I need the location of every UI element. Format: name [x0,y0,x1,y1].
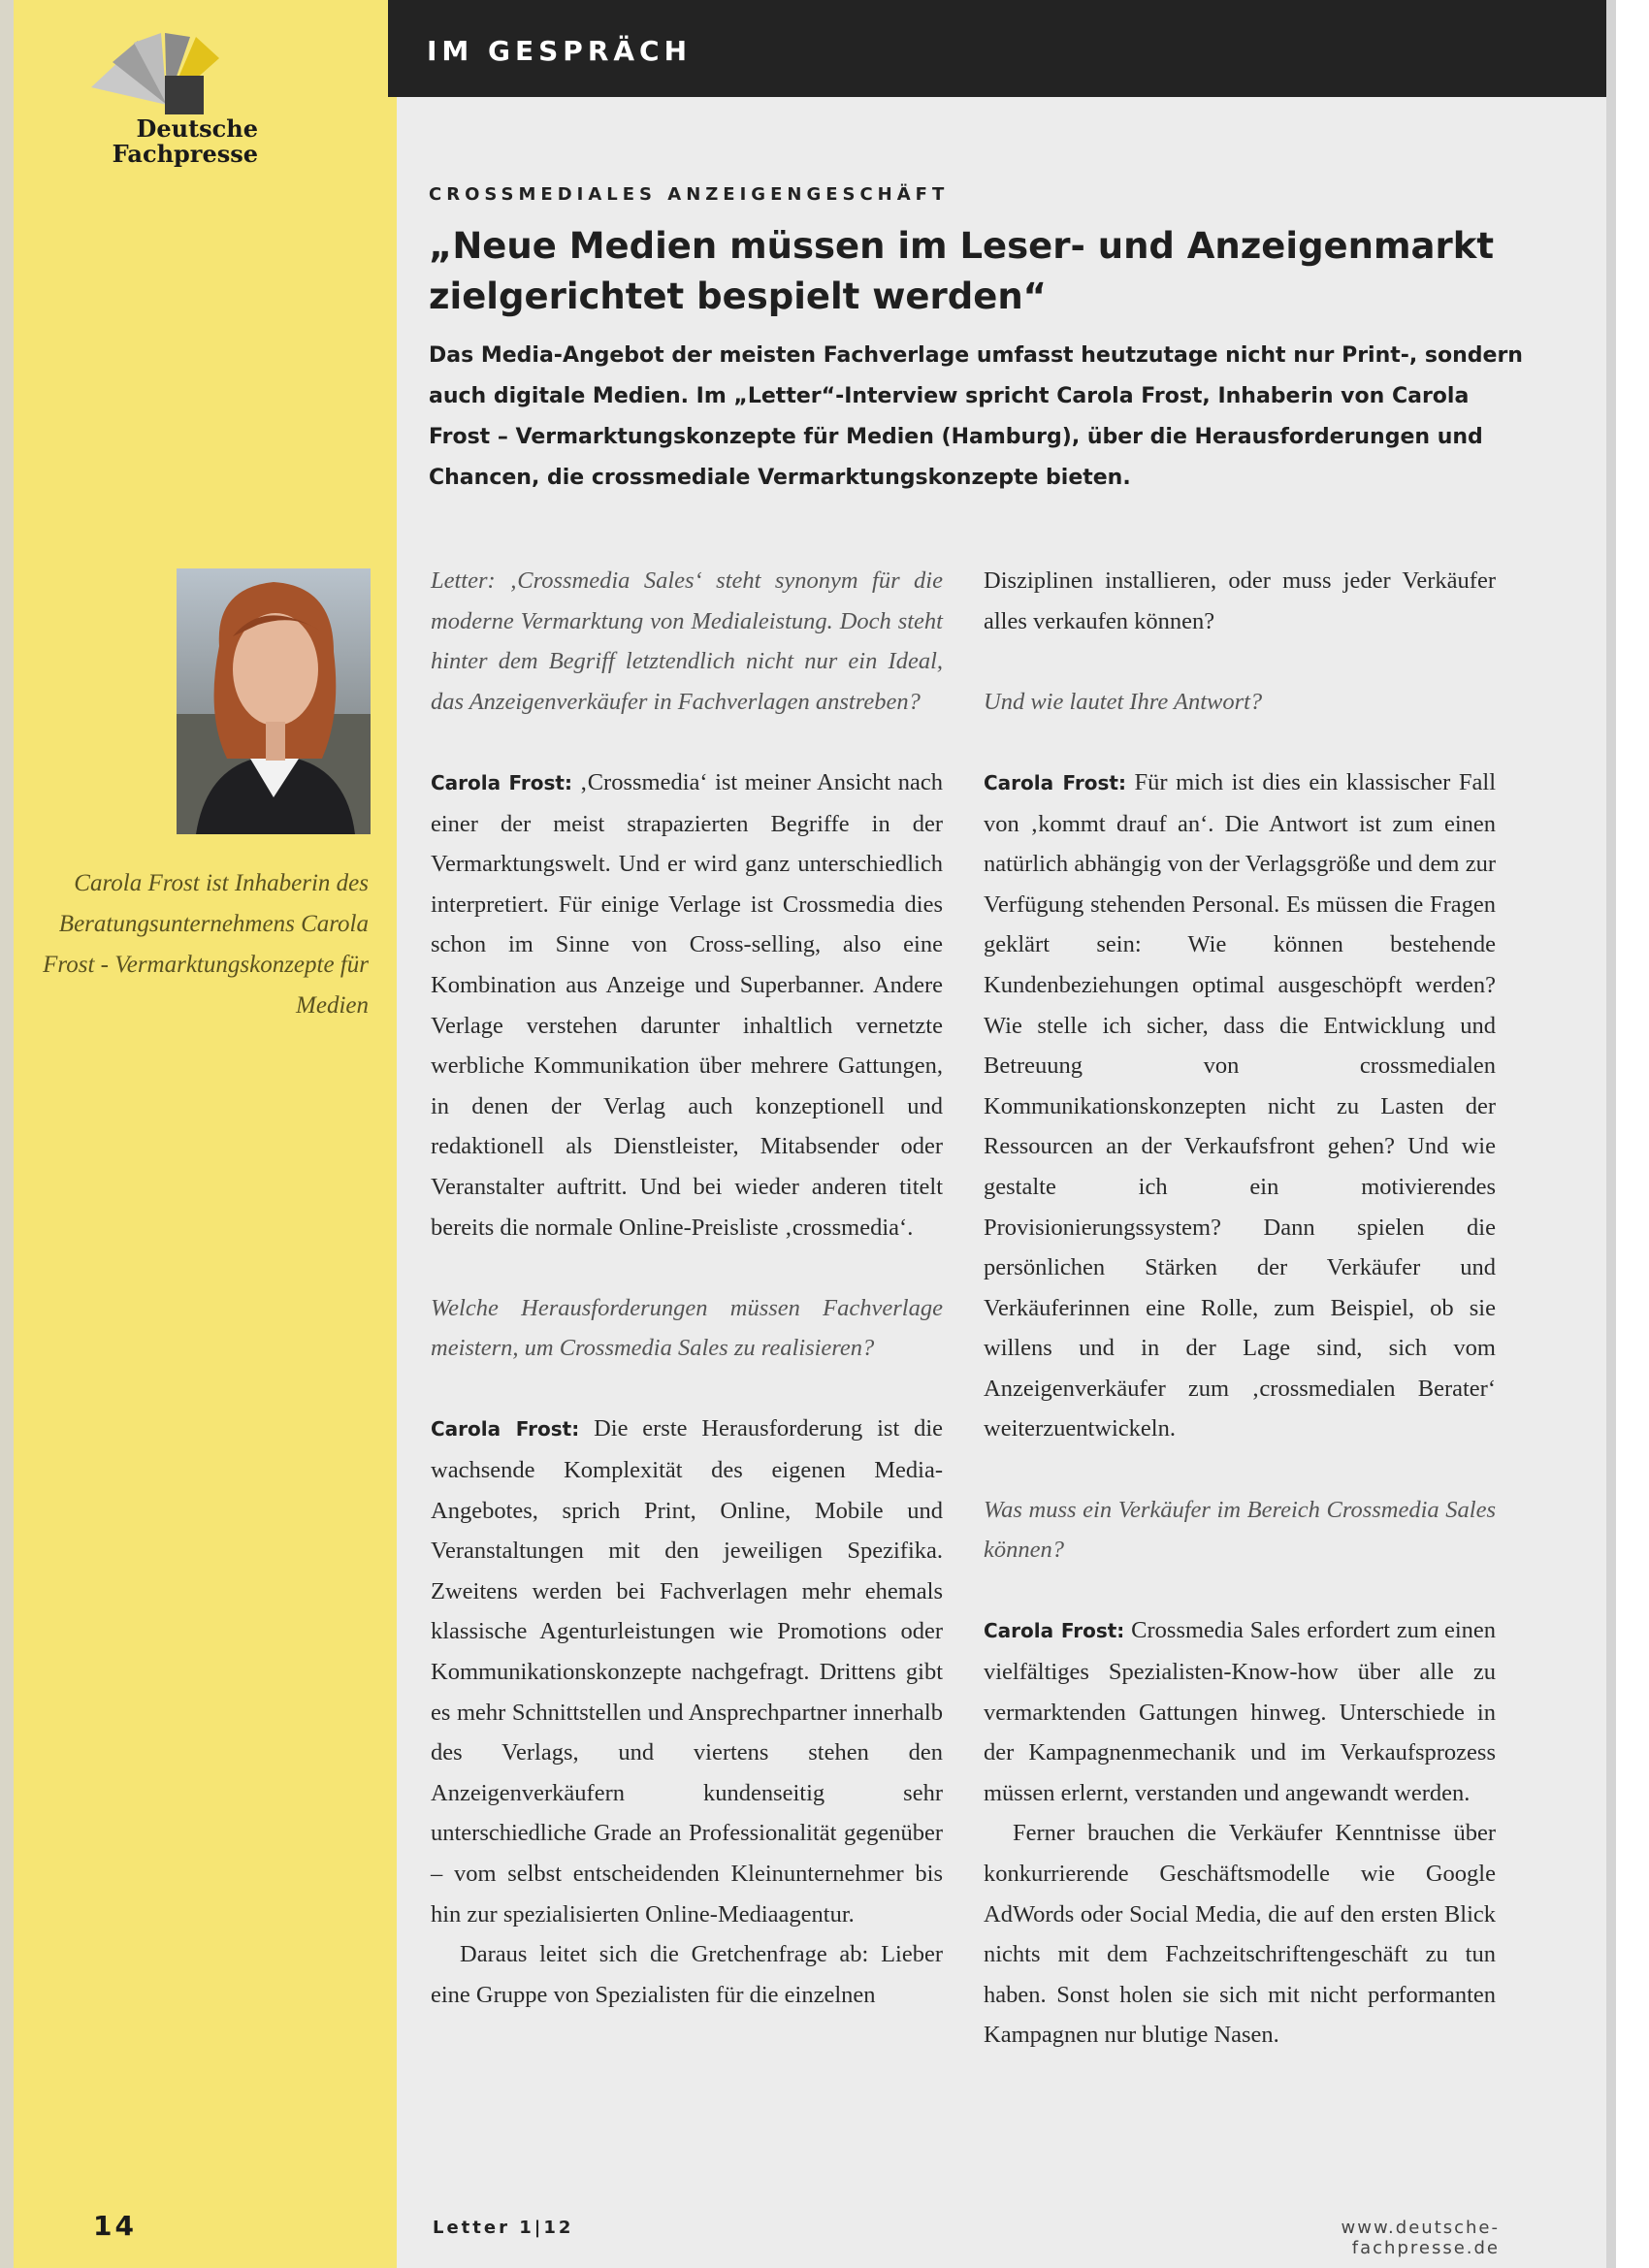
article-lead: Das Media-Angebot der meisten Fachverlage umfasst heutzutage nicht nur Print-, sondern auch digitale Medien. Im „Letter“-Interview spricht Carola Frost, Inhaberin von Carola Frost – Vermarktungskonzepte für Medien (Hamburg), über die Herausforderungen und Chancen, die crossmediale Vermarktungskonzepte bieten. [429,343,1523,490]
issue-label: Letter 1|12 [433,2218,574,2238]
section-bar [388,0,1606,97]
speaker-label: Carola Frost: [431,770,572,794]
answer-paragraph: Disziplinen installieren, oder muss jeder Verkäufer alles verkaufen können? [984,567,1496,634]
logo-wordmark [83,116,258,167]
logo-mark-icon [83,29,268,116]
answer-text: Für mich ist dies ein klassischer Fall von ‚kommt drauf an‘. Die Antwort ist zum einen natürlich abhängig von der Verlagsgröße und dem zur Verfügung stehenden Personal. Es müssen die Fragen geklärt sein: Wie können bestehende Kundenbeziehungen optimal ausgeschöpft werden? Wie stelle ich sicher, dass die Entwicklung und Betreuung von crossmedialen Kommunikationskonzepten nicht zu Lasten der Ressourcen an der Verkaufsfront gehen? Und wie gestalte ich ein motivierendes Provisionierungssystem? Dann spielen die persönlichen Stärken der Verkäufer und Verkäuferinnen eine Rolle, zum Beispiel, ob sie willens und in der Lage sind, sich vom Anzeigenverkäufer zum ‚crossmedialen Berater‘ weiterzuentwickeln. [984,768,1497,1442]
article-kicker: CROSSMEDIALES ANZEIGENGESCHÄFT [429,184,950,205]
deutsche-fachpresse-logo [83,29,268,175]
logo-line-2: Fachpresse [112,140,258,168]
interview-question: Was muss ein Verkäufer im Bereich Crossmedia Sales können? [984,1496,1496,1564]
speaker-label: Carola Frost: [984,1619,1125,1643]
portrait-caption: Carola Frost ist Inhaberin des Beratungsunternehmens Carola Frost - Vermarktungskonzepte für Medien [43,870,369,1019]
interview-answer [984,762,1496,1449]
logo-line-1: Deutsche [136,114,258,143]
speaker-label: Carola Frost: [984,770,1126,794]
page-number: 14 [93,2210,137,2242]
answer-text: Crossmedia Sales erfordert zum einen vielfältiges Spezialisten-Know-how über alle zu vermarktenden Gattungen hinweg. Unterschiede in der Kampagnenmechanik und im Verkaufsprozess müssen erlernt, verstanden und angewandt werden. [984,1617,1496,1806]
page-margin [1606,0,1649,2268]
interview-answer [431,1409,943,1934]
sidebar [14,0,397,2268]
page-edge [0,0,14,2268]
answer-text: Die erste Herausforderung ist die wachsende Komplexität des eigenen Media-Angebotes, sprich Print, Online, Mobile und Veranstaltungen mit den jeweiligen Spezifika. Zweitens werden bei Fachverlagen mehr ehemals klassische Agenturleistungen wie Promotions oder Kommunikationskonzepte nachgefragt. Drittens gibt es mehr Schnittstellen und Ansprechpartner innerhalb des Verlags, und viertens stehen den Anzeigenverkäufern kundenseitig sehr unterschiedliche Grade an Professionalität gegenüber – vom selbst entscheidenden Kleinunternehmer bis hin zur spezialisierten Online-Mediaagentur. [431,1415,944,1928]
section-label: IM GESPRÄCH [427,35,693,67]
website-url: www.deutsche-fachpresse.de [1341,2218,1500,2258]
speaker-label: Carola Frost: [431,1417,580,1442]
answer-paragraph: Ferner brauchen die Verkäufer Kenntnisse über konkurrierende Geschäftsmodelle wie Google AdWords oder Social Media, die auf den ersten Blick nichts mit dem Fachzeitschriftengeschäft zu tun haben. Sonst holen sie sich mit nicht performanten Kampagnen nur blutige Nasen. [984,1820,1496,2049]
interview-question: Welche Herausforderungen müssen Fachverlage meistern, um Crossmedia Sales zu realisieren? [431,1294,943,1362]
interview-answer [984,1610,1496,1813]
portrait-photo [177,568,371,834]
article-column-right [984,561,1496,2056]
answer-paragraph: Daraus leitet sich die Gretchenfrage ab: Lieber eine Gruppe von Spezialisten für die einzelnen [431,1941,943,2008]
answer-text: ‚Crossmedia‘ ist meiner Ansicht nach einer der meist strapazierten Begriffe in der Vermarktungswelt. Und er wird ganz unterschiedlich interpretiert. Für einige Verlage ist Crossmedia dies schon im Sinne von Cross-selling, also eine Kombination aus Anzeige und Superbanner. Andere Verlage verstehen darunter inhaltlich vernetzte werbliche Kommunikation über mehrere Gattungen, in denen der Verlag auch konzeptionell und redaktionell als Dienstleister, Mitabsender oder Veranstalter auftritt. Und bei wieder anderen titelt bereits die normale Online-Preisliste ‚crossmedia‘. [431,768,944,1241]
interview-question: Letter: ‚Crossmedia Sales‘ steht synonym für die moderne Vermarktung von Medialeistung. Doch steht hinter dem Begriff letztendlich nicht nur ein Ideal, das Anzeigenverkäufer in Fachverlagen anstreben? [431,567,943,715]
article-headline: „Neue Medien müssen im Leser- und Anzeigenmarkt zielgerichtet bespielt werden“ [429,225,1495,317]
article-column-left [431,561,943,2015]
interview-question: Und wie lautet Ihre Antwort? [984,688,1263,715]
interview-answer [431,762,943,1247]
